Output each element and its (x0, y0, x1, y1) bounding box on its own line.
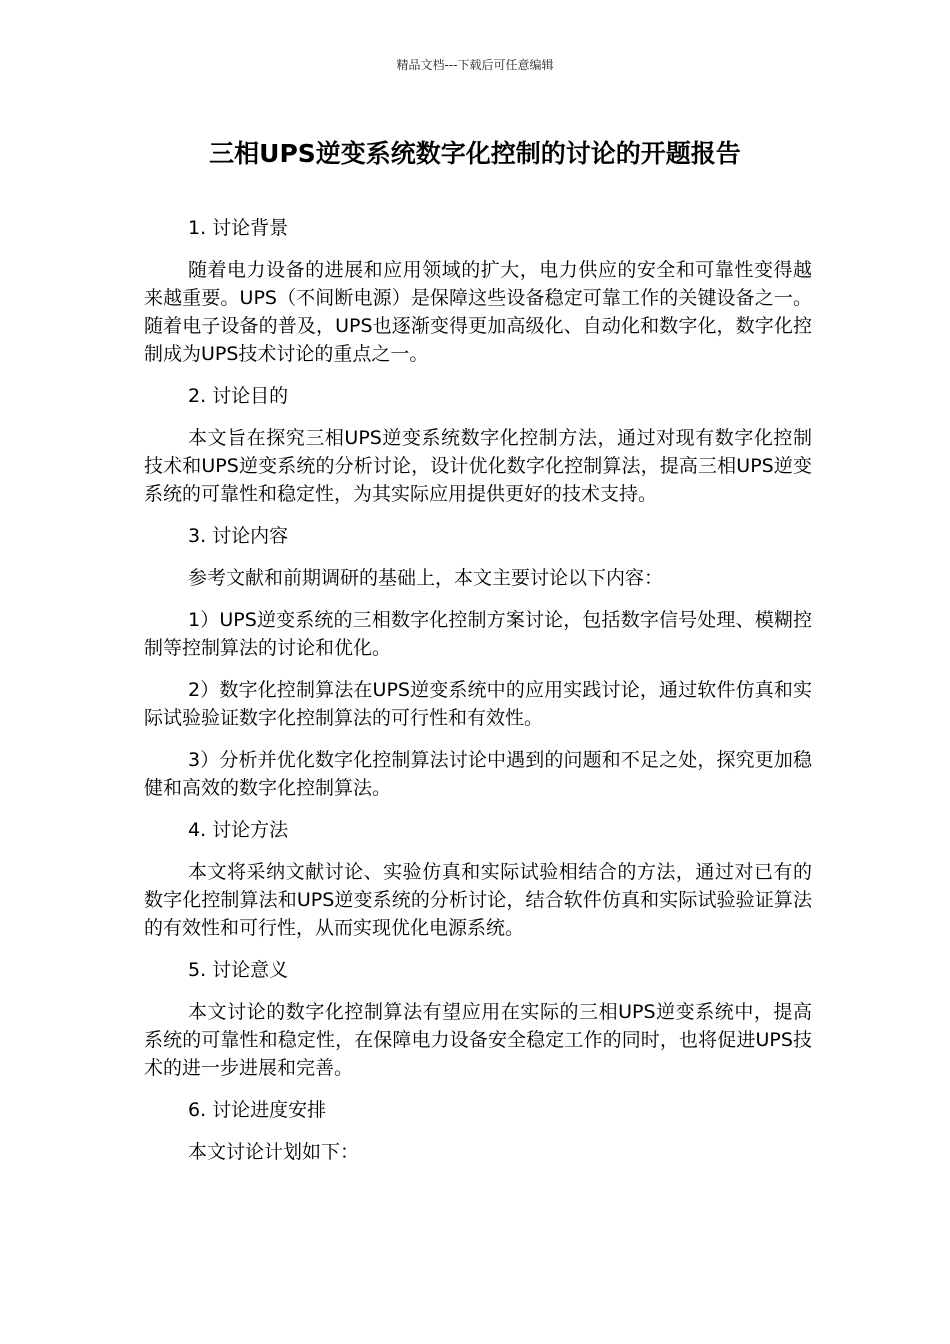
section-significance (144, 956, 812, 1082)
list-item: 1）UPS逆变系统的三相数字化控制方案讨论，包括数字信号处理、模糊控制等控制算法的讨论和优化。 (144, 609, 812, 659)
section-heading: 2. 讨论目的 (188, 385, 289, 407)
paragraph: 参考文献和前期调研的基础上，本文主要讨论以下内容： (188, 567, 664, 589)
list-item: 3）分析并优化数字化控制算法讨论中遇到的问题和不足之处，探究更加稳健和高效的数字化控制算法。 (144, 749, 812, 799)
section-background (144, 214, 812, 368)
section-heading: 4. 讨论方法 (188, 819, 289, 841)
section-method (144, 816, 812, 942)
document-title: 三相UPS逆变系统数字化控制的讨论的开题报告 (209, 139, 741, 168)
paragraph: 本文讨论的数字化控制算法有望应用在实际的三相UPS逆变系统中，提高系统的可靠性和稳定性，在保障电力设备安全稳定工作的同时，也将促进UPS技术的进一步进展和完善。 (144, 1001, 812, 1079)
paragraph: 随着电力设备的进展和应用领域的扩大，电力供应的安全和可靠性变得越来越重要。UPS（不间断电源）是保障这些设备稳定可靠工作的关键设备之一。随着电子设备的普及，UPS也逐渐变得更加高级化、自动化和数字化，数字化控制成为UPS技术讨论的重点之一。 (144, 259, 812, 365)
section-heading: 3. 讨论内容 (188, 525, 289, 547)
document-body (144, 214, 812, 1180)
list-item: 2）数字化控制算法在UPS逆变系统中的应用实践讨论，通过软件仿真和实际试验验证数字化控制算法的可行性和有效性。 (144, 679, 812, 729)
section-purpose (144, 382, 812, 508)
section-heading: 5. 讨论意义 (188, 959, 289, 981)
section-heading: 1. 讨论背景 (188, 217, 289, 239)
paragraph: 本文旨在探究三相UPS逆变系统数字化控制方法，通过对现有数字化控制技术和UPS逆变系统的分析讨论，设计优化数字化控制算法，提高三相UPS逆变系统的可靠性和稳定性，为其实际应用提供更好的技术支持。 (144, 427, 812, 505)
section-heading: 6. 讨论进度安排 (188, 1099, 327, 1121)
paragraph: 本文将采纳文献讨论、实验仿真和实际试验相结合的方法，通过对已有的数字化控制算法和UPS逆变系统的分析讨论，结合软件仿真和实际试验验证算法的有效性和可行性，从而实现优化电源系统。 (144, 861, 812, 939)
header-note: 精品文档---下载后可任意编辑 (396, 58, 554, 72)
section-content (144, 522, 812, 802)
paragraph: 本文讨论计划如下： (188, 1141, 360, 1163)
section-schedule (144, 1096, 812, 1166)
